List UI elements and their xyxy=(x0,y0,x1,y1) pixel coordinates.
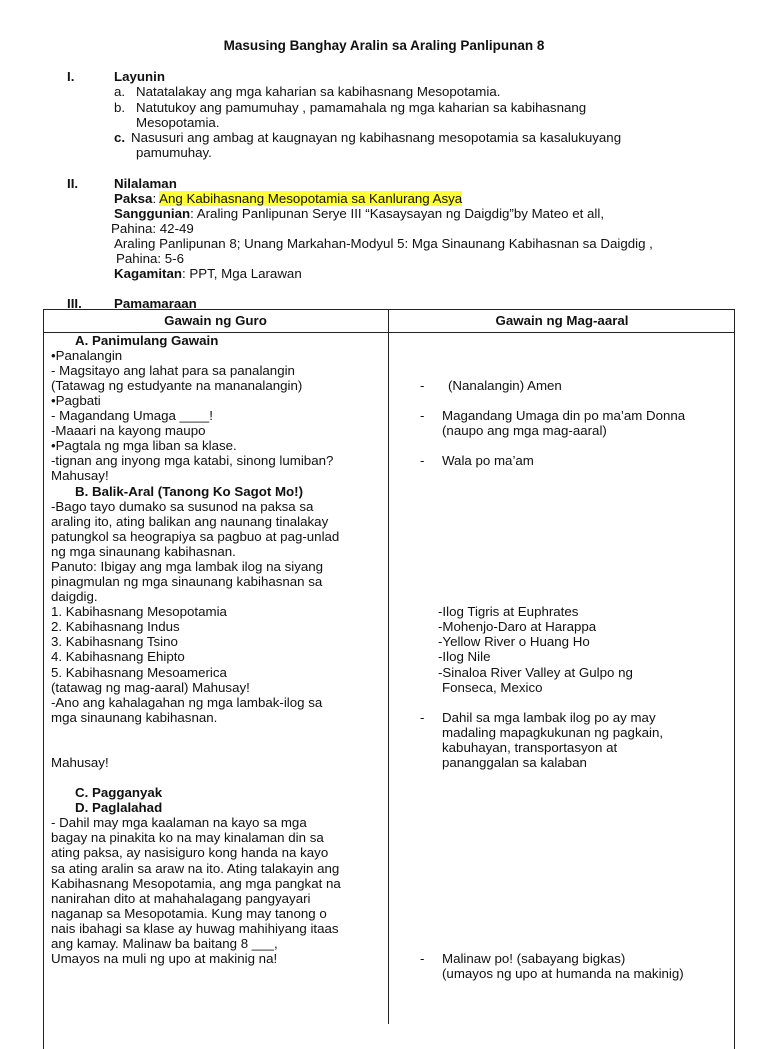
guro-line: - Magsitayo ang lahat para sa panalangin xyxy=(51,363,295,378)
guro-line: -Bago tayo dumako sa susunod na paksa sa xyxy=(51,499,314,514)
response-line: Dahil sa mga lambak ilog po ay may xyxy=(442,710,656,725)
kagamitan-label: Kagamitan xyxy=(114,266,182,281)
guro-line: Kabihasnang Mesopotamia, ang mga pangkat na xyxy=(51,876,341,891)
objective-a: Natatalakay ang mga kaharian sa kabihasnang Mesopotamia. xyxy=(136,84,501,99)
response-dash: - xyxy=(420,378,425,393)
guro-line: Mahusay! xyxy=(51,755,109,770)
sanggunian-ref1-pages: Pahina: 42-49 xyxy=(111,221,194,236)
response-line: -Ilog Tigris at Euphrates xyxy=(438,604,579,619)
response-line: (umayos ng upo at humanda na makinig) xyxy=(442,966,684,981)
section-number-1: I. xyxy=(67,69,75,84)
paksa-label: Paksa xyxy=(114,191,153,206)
guro-line: -Ano ang kahalagahan ng mga lambak-ilog sa xyxy=(51,695,323,710)
response-dash: - xyxy=(420,408,425,423)
sanggunian-ref2-pages: Pahina: 5-6 xyxy=(116,251,185,266)
guro-line: 4. Kabihasnang Ehipto xyxy=(51,649,185,664)
response-line: (naupo ang mga mag-aaral) xyxy=(442,423,607,438)
guro-line: nanirahan dito at mahahalagang pangyayari xyxy=(51,891,311,906)
response-line: -Mohenjo-Daro at Harappa xyxy=(438,619,597,634)
objective-marker-a: a. xyxy=(114,84,126,99)
kagamitan-line xyxy=(114,266,302,281)
guro-line: •Panalangin xyxy=(51,348,123,363)
objective-b-line1: Natutukoy ang pamumuhay , pamamahala ng mga kaharian sa kabihasnang xyxy=(136,100,587,115)
sanggunian-ref2: Araling Panlipunan 8; Unang Markahan-Modyul 5: Mga Sinaunang Kabihasnan sa Daigdig , xyxy=(114,236,653,251)
response-line: Fonseca, Mexico xyxy=(442,680,543,695)
sanggunian-line xyxy=(114,206,604,221)
subheading-panimulang-gawain: A. Panimulang Gawain xyxy=(75,333,219,348)
response-line: -Yellow River o Huang Ho xyxy=(438,634,590,649)
sanggunian-label: Sanggunian xyxy=(114,206,191,221)
response-dash: - xyxy=(420,453,425,468)
kagamitan-value: : PPT, Mga Larawan xyxy=(181,266,302,281)
response-line: pananggalan sa kalaban xyxy=(442,755,587,770)
guro-line: daigdig. xyxy=(51,589,98,604)
response-dash: - xyxy=(420,951,425,966)
subheading-balik-aral: B. Balik-Aral (Tanong Ko Sagot Mo!) xyxy=(75,484,304,499)
objective-c-line2: pamumuhay. xyxy=(136,145,212,160)
guro-line: -tignan ang inyong mga katabi, sinong lumiban? xyxy=(51,453,334,468)
document-title: Masusing Banghay Aralin sa Araling Panlipunan 8 xyxy=(223,38,545,53)
response-line: Malinaw po! (sabayang bigkas) xyxy=(442,951,626,966)
response-line: -Ilog Nile xyxy=(438,649,491,664)
response-line: Magandang Umaga din po ma’am Donna xyxy=(442,408,686,423)
guro-line: (Tatawag ng estudyante na mananalangin) xyxy=(51,378,303,393)
guro-line: •Pagtala ng mga liban sa klase. xyxy=(51,438,237,453)
section-heading-pamamaraan: Pamamaraan xyxy=(114,296,197,311)
guro-line: 2. Kabihasnang Indus xyxy=(51,619,180,634)
section-heading-nilalaman: Nilalaman xyxy=(114,176,177,191)
response-line: Wala po ma’am xyxy=(442,453,534,468)
guro-line: nais ibahagi sa klase ay huwag mahihiyang itaas xyxy=(51,921,339,936)
guro-line: - Magandang Umaga ____! xyxy=(51,408,213,423)
objective-marker-b: b. xyxy=(114,100,126,115)
guro-line: Mahusay! xyxy=(51,468,109,483)
guro-line: sa ating aralin sa araw na ito. Ating talakayin ang xyxy=(51,861,340,876)
guro-line: 3. Kabihasnang Tsino xyxy=(51,634,178,649)
response-line: kabuhayan, transportasyon at xyxy=(442,740,618,755)
guro-line: Umayos na muli ng upo at makinig na! xyxy=(51,951,278,966)
column-divider xyxy=(388,309,389,1024)
guro-line: naganap sa Mesopotamia. Kung may tanong o xyxy=(51,906,327,921)
guro-line: •Pagbati xyxy=(51,393,101,408)
guro-line: 1. Kabihasnang Mesopotamia xyxy=(51,604,227,619)
column-header-mag-aaral: Gawain ng Mag-aaral xyxy=(495,313,629,328)
subheading-paglalahad: D. Paglalahad xyxy=(75,800,163,815)
objective-c-line1: Nasusuri ang ambag at kaugnayan ng kabihasnang mesopotamia sa kasalukuyang xyxy=(131,130,622,145)
paksa-line xyxy=(114,191,462,206)
column-header-guro: Gawain ng Guro xyxy=(164,313,267,328)
objective-marker-c: c. xyxy=(114,130,126,145)
guro-line: araling ito, ating balikan ang naunang tinalakay xyxy=(51,514,329,529)
response-dash: - xyxy=(420,710,425,725)
section-number-3: III. xyxy=(67,296,82,311)
section-number-2: II. xyxy=(67,176,79,191)
guro-line: - Dahil may mga kaalaman na kayo sa mga xyxy=(51,815,307,830)
guro-line: ating paksa, ay nasisiguro kong handa na kayo xyxy=(51,845,329,860)
response-line: madaling mapagkukunan ng pagkain, xyxy=(442,725,664,740)
response-line: (Nanalangin) Amen xyxy=(448,378,562,393)
response-line: -Sinaloa River Valley at Gulpo ng xyxy=(438,665,633,680)
guro-line: ng mga sinaunang kabihasnan. xyxy=(51,544,236,559)
guro-line: pinagmulan ng mga sinaunang kabihasnan sa xyxy=(51,574,323,589)
guro-line: 5. Kabihasnang Mesoamerica xyxy=(51,665,227,680)
guro-line: mga sinaunang kabihasnan. xyxy=(51,710,218,725)
section-heading-layunin: Layunin xyxy=(114,69,165,84)
guro-line: bagay na pinakita ko na may kinalaman din sa xyxy=(51,830,324,845)
guro-line: patungkol sa heograpiya sa pagbuo at pag-unlad xyxy=(51,529,340,544)
guro-line: ang kamay. Malinaw ba baitang 8 ___, xyxy=(51,936,278,951)
guro-line: Panuto: Ibigay ang mga lambak ilog na siyang xyxy=(51,559,324,574)
guro-line: (tatawag ng mag-aaral) Mahusay! xyxy=(51,680,250,695)
paksa-topic-highlighted: Ang Kabihasnang Mesopotamia sa Kanlurang Asya xyxy=(159,191,463,206)
subheading-pagganyak: C. Pagganyak xyxy=(75,785,163,800)
paksa-separator: : xyxy=(152,191,157,206)
sanggunian-ref1: : Araling Panlipunan Serye III “Kasaysayan ng Daigdig”by Mateo et all, xyxy=(190,206,605,221)
objective-b-line2: Mesopotamia. xyxy=(136,115,220,130)
guro-line: -Maaari na kayong maupo xyxy=(51,423,206,438)
